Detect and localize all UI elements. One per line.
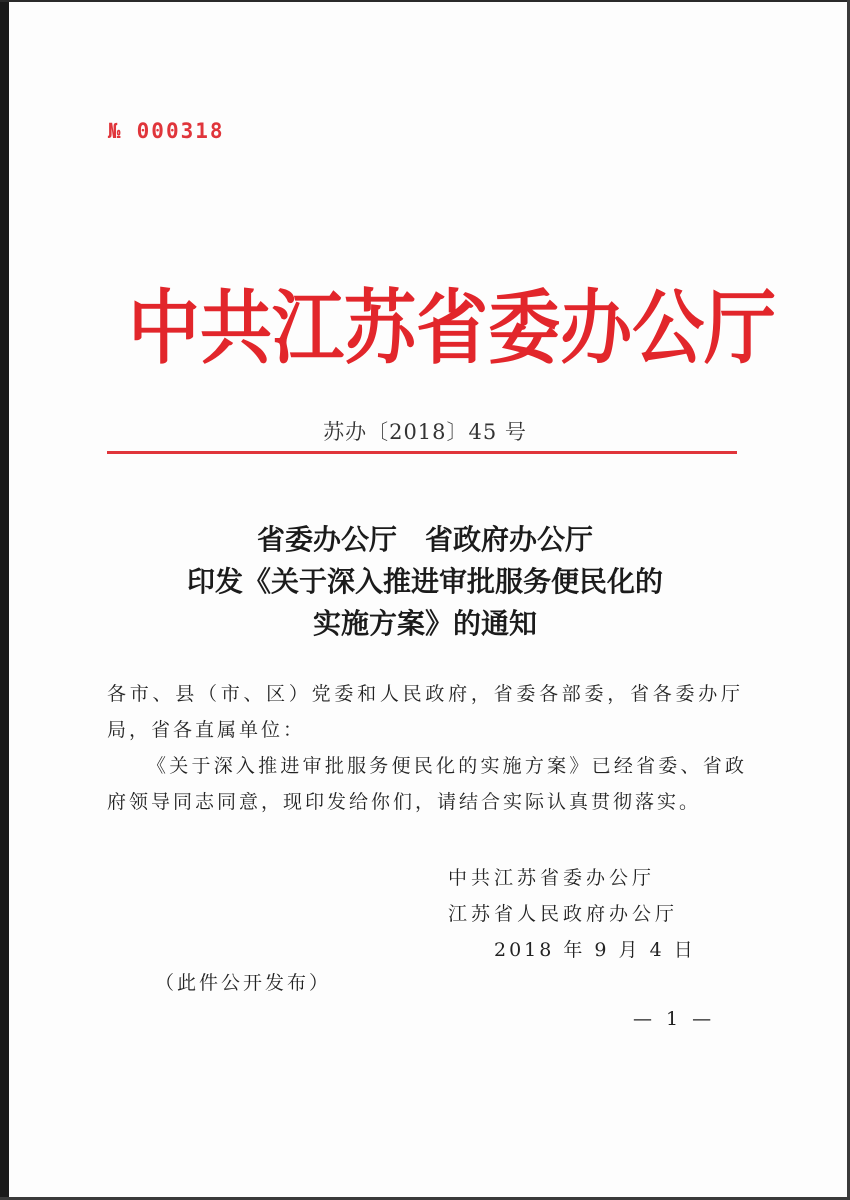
title-line: 实施方案》的通知 <box>312 607 537 640</box>
masthead-char: 委 <box>488 280 561 375</box>
title-line: 省委办公厅 省政府办公厅 <box>256 523 593 556</box>
salutation: 各市、县（市、区）党委和人民政府，省委各部委，省各委办厅局，省各直属单位： <box>107 683 743 741</box>
body-paragraph: 《关于深入推进审批服务便民化的实施方案》已经省委、省政府领导同志同意，现印发给你们，请结合实际认真贯彻落实。 <box>107 755 747 813</box>
masthead-char: 省 <box>416 280 489 375</box>
signoff-block <box>448 860 696 968</box>
document-number: 苏办〔2018〕45 号 <box>323 420 527 444</box>
page-number: — 1 — <box>633 1008 716 1030</box>
serial-number <box>108 119 225 143</box>
public-release-note: （此件公开发布） <box>155 972 332 994</box>
red-separator-line <box>107 451 737 454</box>
masthead-char: 中 <box>128 280 201 375</box>
masthead-char: 公 <box>632 280 705 375</box>
document-title <box>0 519 850 645</box>
masthead-char: 江 <box>272 280 345 375</box>
masthead-char: 厅 <box>704 280 777 375</box>
signoff-date: 2018 年 9 月 4 日 <box>494 939 696 961</box>
issuer-masthead <box>128 274 777 382</box>
signoff-issuer-party: 中共江苏省委办公厅 <box>448 867 656 889</box>
masthead-char: 苏 <box>344 280 417 375</box>
document-body <box>107 676 747 820</box>
signoff-issuer-government: 江苏省人民政府办公厅 <box>448 903 679 925</box>
masthead-char: 共 <box>200 280 273 375</box>
numero-sign: № <box>108 119 123 143</box>
scan-edge-top <box>0 0 850 2</box>
title-line: 印发《关于深入推进审批服务便民化的 <box>186 565 663 598</box>
serial-digits: 000318 <box>136 119 225 143</box>
masthead-char: 办 <box>560 280 633 375</box>
